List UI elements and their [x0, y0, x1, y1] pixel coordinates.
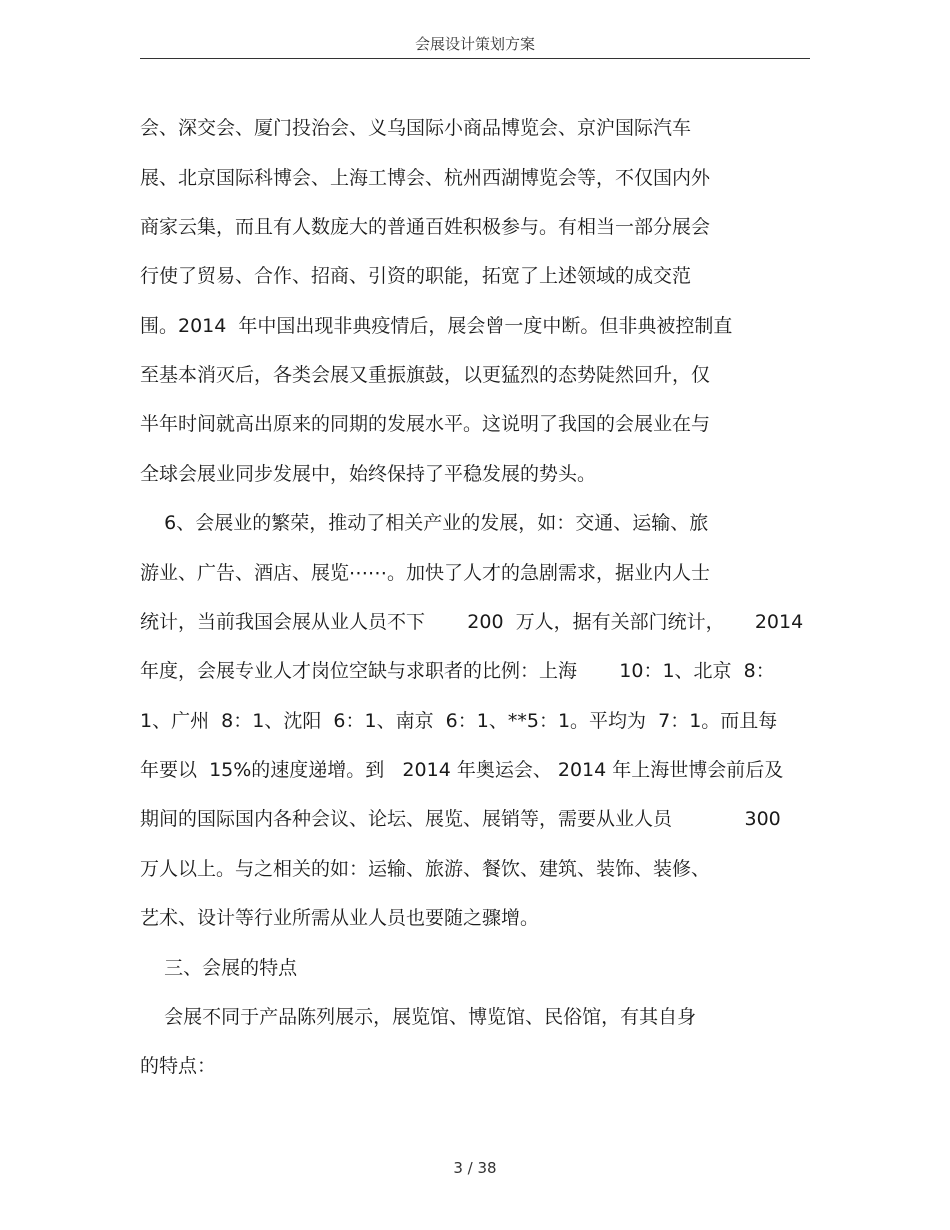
text-line: 年度，会展专业人才岗位空缺与求职者的比例：上海 10：1、北京 8： — [140, 660, 775, 682]
text-line: 至基本消灭后，各类会展又重振旗鼓，以更猛烈的态势陡然回升，仅 — [140, 364, 711, 386]
text-line: 商家云集，而且有人数庞大的普通百姓积极参与。有相当一部分展会 — [140, 216, 711, 238]
text-line: 会、深交会、厦门投治会、义乌国际小商品博览会、京沪国际汽车 — [140, 117, 692, 139]
text-line: 艺术、设计等行业所需从业人员也要随之骤增。 — [140, 907, 540, 929]
text-line: 万人以上。与之相关的如：运输、旅游、餐饮、建筑、装饰、装修、 — [140, 858, 711, 880]
text-line: 会展不同于产品陈列展示，展览馆、博览馆、民俗馆，有其自身 — [140, 1006, 697, 1028]
text-line: 6、会展业的繁荣，推动了相关产业的发展，如：交通、运输、旅 — [140, 512, 709, 534]
text-line: 期间的国际国内各种会议、论坛、展览、展销等，需要从业人员 300 — [140, 808, 781, 830]
text-line: 半年时间就高出原来的同期的发展水平。这说明了我国的会展业在与 — [140, 413, 711, 435]
text-line: 1、广州 8：1、沈阳 6：1、南京 6：1、**5：1。平均为 7：1。而且每 — [140, 710, 778, 732]
text-line: 全球会展业同步发展中，始终保持了平稳发展的势头。 — [140, 463, 597, 485]
text-line: 游业、广告、酒店、展览⋯⋯。加快了人才的急剧需求，据业内人士 — [140, 562, 711, 584]
page-header — [140, 30, 810, 59]
text-line: 展、北京国际科博会、上海工博会、杭州西湖博览会等，不仅国内外 — [140, 167, 711, 189]
document-title: 会展设计策划方案 — [414, 35, 535, 53]
text-line: 围。2014 年中国出现非典疫情后，展会曾一度中断。但非典被控制直 — [140, 315, 733, 337]
text-line: 年要以 15%的速度递增。到 2014 年奥运会、 2014 年上海世博会前后及 — [140, 759, 784, 781]
page-number: 3 / 38 — [453, 1159, 497, 1177]
text-line: 的特点： — [140, 1055, 217, 1077]
text-line: 统计，当前我国会展从业人员不下 200 万人，据有关部门统计， 2014 — [140, 611, 804, 633]
text-line: 行使了贸易、合作、招商、引资的职能，拓宽了上述领域的成交范 — [140, 265, 692, 287]
section-heading: 三、会展的特点 — [140, 957, 298, 979]
